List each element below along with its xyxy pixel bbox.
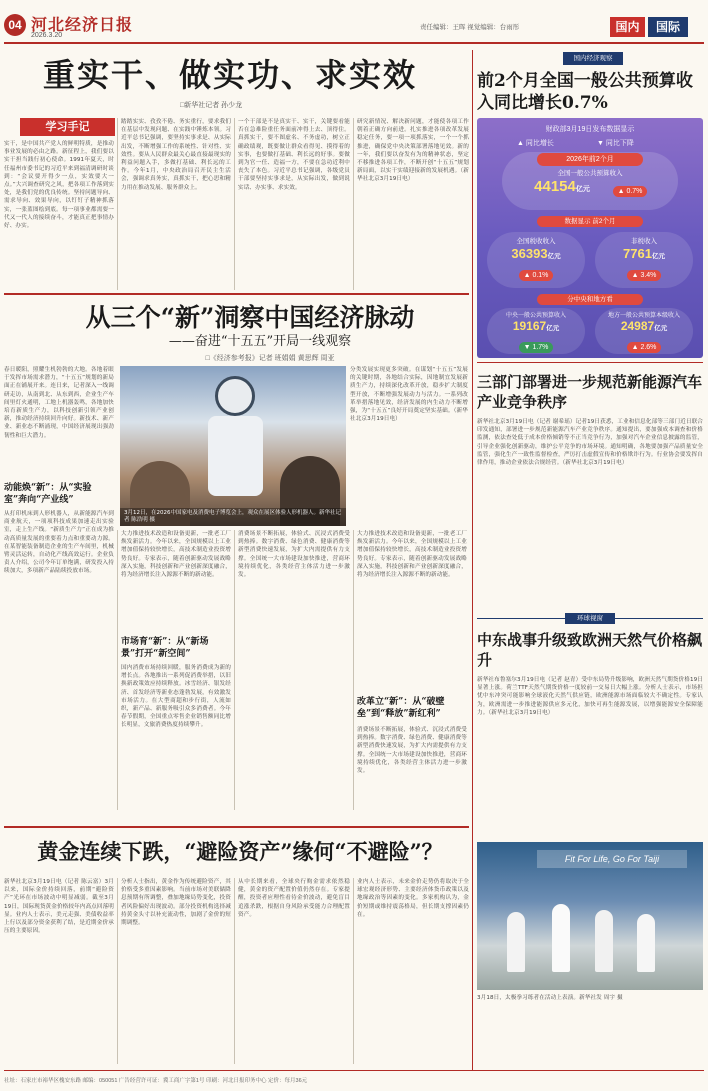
nontax-kpi-label: 非税收入 xyxy=(631,238,657,245)
gold-col-1: 新华社北京3月19日电（记者 陈云富）3月以来，国际金价持续回落，前期“避险资产”光环在市场波动中明显减弱。截至3月19日，国际现货黄金价格较年内高点回落明显。业内人士表示，美元走强、美债收益率上行以及部分资金获利了结，是近期金价承压的主要原因。 xyxy=(4,879,114,935)
feature-subhead: ——奋进“十五五”开局一线观察 xyxy=(168,334,352,349)
nontax-kpi-unit: 亿元 xyxy=(651,253,665,260)
section-heading-1: 动能焕“新”：从“实验室”奔向“产业线” xyxy=(4,483,92,505)
central-kpi-unit: 亿元 xyxy=(546,325,560,332)
local-kpi-label: 地方一般公共预算本级收入 xyxy=(607,313,680,319)
feature-col-6-cont: 大力推进技术改造和设备更新，一批老工厂焕发新活力。今年以来，全国规模以上工业增加值保持较快增长，高技术制造业投资增势良好。专家表示，随着创新驱动发展战略深入实施，科技创新和产业创新深度融合，将为经济增长注入源源不断的新动能。 xyxy=(357,531,467,579)
label-world-window: 环球视窗 xyxy=(565,613,615,624)
page-number: 04 xyxy=(4,14,26,36)
ev-headline: 三部门部署进一步规范新能源汽车产业竞争秩序 xyxy=(477,373,703,411)
central-kpi-change xyxy=(487,336,585,354)
budget-infographic xyxy=(477,118,703,358)
local-kpi-number: 24987 xyxy=(620,319,655,333)
local-kpi-value xyxy=(595,319,693,333)
main-kpi-pill: ▲ 0.7% xyxy=(613,186,648,197)
col-divider xyxy=(353,878,354,1064)
tab-international[interactable]: 国际 xyxy=(648,17,688,37)
section-rule xyxy=(4,293,469,295)
taiji-photo xyxy=(477,842,703,990)
tax-kpi-number: 36393 xyxy=(511,246,548,261)
nontax-kpi-number: 7761 xyxy=(623,246,652,261)
tax-kpi-unit: 亿元 xyxy=(547,253,561,260)
col-divider xyxy=(353,118,354,290)
performer-figure xyxy=(595,910,613,972)
central-kpi-number: 19167 xyxy=(512,319,547,333)
photo-caption: 3月12日，在2026中国家电及消费电子博览会上，观众在展区体验人形机器人。新华社记者 陈浩明 摄 xyxy=(120,508,346,526)
legend-down xyxy=(597,138,634,148)
local-kpi-change xyxy=(595,336,693,354)
nontax-kpi-pill: ▲ 3.4% xyxy=(627,270,662,281)
feature-col-5: 消费场景不断拓展，体验式、沉浸式消费受到热捧。数字消费、绿色消费、健康消费等新型消费快速发展，为扩大内需提供有力支撑。全国统一大市场建设加快推进，营商环境持续优化，各类经营主体活力进一步激发。 xyxy=(238,531,350,579)
feature-col-2: 从打印机床到人形机器人，从新能源汽车到商业航天，一项项科技成果加速走出实验室，走上生产线。“新质生产力”正在成为推动高质量发展的重要着力点和重要动力源。在某智能装备制造企业的生产车间里，机械臂灵活运转，自动化产线高效运行。企业负责人介绍，公司今年订单饱满，研发投入持续加大，多项新产品陆续投放市场。 xyxy=(4,511,114,575)
gold-headline: 黄金连续下跌，“避险资产”缘何“不避险”？ xyxy=(37,839,443,864)
lead-col-3: 一个干部是不是真实干、实干，关键要看能否在急难险重任务面前冲得上去、顶得住。真抓实干，要不图虚名、不务虚功，树立正确政绩观，既要做让群众看得见、摸得着的实事，也要做打基础、利长远的好事。要做到为官一任、造福一方，不要在急功近利中丧失了本色。习近平总书记强调，各级党员干部要坚持实事求是，从实际出发，做到说实话、办实事、求实效。 xyxy=(238,119,350,191)
lead-col-2: 踏踏实实、孜孜不倦、务实重行，要求我们在基层中发现问题、在实践中锤炼本领。习近平总书记强调，要坚持实事求是、从实际出发，不断增强工作的系统性、针对性、实效性。要从人民群众最关心最直接最现实的利益问题入手，多做打基础、利长远的工作。今年1月，中央政治局召开民主生活会，强调求真务实，真抓实干，把心思和精力用在推动发展、服务群众上。 xyxy=(121,119,231,191)
page-divider xyxy=(472,50,473,1070)
ev-body: 新华社北京3月19日电（记者 谢希瑶）记者19日获悉，工业和信息化部等三部门近日联合印发通知，部署进一步规范新能源汽车产业竞争秩序。通知提出，要加强成本调查和价格监测，依法查处低于成本价格倾销等不正当竞争行为，加强对汽车企业信息披露的监管，引导企业强化创新驱动，维护公平竞争的市场环境。通知明确，各地要加强产品质量安全监管，强化生产一致性监督检查，严厉打击虚假宣传和价格欺诈行为。行业协会要发挥自律作用，推动企业依法合规经营。（新华社北京3月19日电） xyxy=(477,419,703,467)
nontax-kpi-value xyxy=(595,246,693,261)
footer-info: 社址：石家庄市裕华区槐安东路 邮编：050051 广告经营许可证：冀工商广字第1号 印刷：河北日报印务中心 定价：每月36元 xyxy=(4,1078,308,1084)
feature-col-6: 分类发展实现更多突破。在谋划“十五五”发展的关键时期，各地结合实际，因地制宜发展新质生产力，持续深化改革开放，稳步扩大制度型开放，不断增强发展动力与活力。一系列改革举措落地见效，经济发展的内生动力不断增强，为“十五五”良好开局奠定坚实基础。（新华社北京3月19日电） xyxy=(350,367,468,423)
footer-rule xyxy=(4,1070,704,1071)
col-divider xyxy=(234,530,235,810)
tab-domestic[interactable]: 国内 xyxy=(610,17,645,37)
col-divider xyxy=(117,878,118,1064)
section-rule xyxy=(4,826,469,828)
kicker-study-notes: 学习手记 xyxy=(20,118,115,136)
section-rule xyxy=(477,362,703,363)
gold-col-3: 从中长期来看，全球央行购金需求依然稳健，黄金的资产配置价值仍然存在。专家提醒，投资者应理性看待金价波动，避免盲目追涨杀跌，根据自身风险承受能力合理配置资产。 xyxy=(238,879,350,918)
eu-body: 新华社布鲁塞尔3月19日电（记者 赵青）受中东局势升级影响，欧洲天然气期货价格19日显著上涨。荷兰TTF天然气期货价格一度较前一交易日大幅上涨。分析人士表示，市场担忧中东冲突可能影响全球液化天然气供应链，欧洲能源市场面临较大不确定性。专家认为，欧洲需进一步推进能源供应多元化，加快可再生能源发展，以增强能源安全保障能力。（新华社北京3月19日电） xyxy=(477,677,703,716)
feature-byline: □《经济参考报》记者 班娟娟 黄思辉 周亚 xyxy=(205,355,335,362)
col-divider xyxy=(117,530,118,810)
issue-date: 2026.3.20 xyxy=(31,32,63,39)
taiji-caption: 3月18日，太极拳习练者在活动上表演。新华社发 周宇 摄 xyxy=(477,995,623,1001)
main-kpi-change xyxy=(605,180,655,198)
infographic-source: 财政部3月19日发布数据显示 xyxy=(545,126,635,133)
main-kpi-period: 2026年前2个月 xyxy=(537,153,643,166)
arrow-up-icon: ▲ xyxy=(517,140,526,147)
central-kpi-value xyxy=(487,319,585,333)
lead-byline: □新华社记者 孙少龙 xyxy=(180,102,243,109)
main-kpi-unit: 亿元 xyxy=(575,186,590,193)
photo-banner: Fit For Life, Go For Taiji xyxy=(537,850,687,868)
gold-col-4: 业内人士表示，未来金价走势仍将取决于全球宏观经济形势、主要经济体货币政策以及地缘政治等因素的变化。多家机构认为，金价短期或维持震荡格局，但长期支撑因素仍在。 xyxy=(357,879,469,918)
main-kpi-pct: 0.7% xyxy=(626,188,643,195)
col-divider xyxy=(353,530,354,810)
robot-head xyxy=(215,376,255,416)
legend-down-label: 同比下降 xyxy=(605,140,634,147)
robot-body xyxy=(208,416,263,496)
local-kpi-pill: ▲ 2.6% xyxy=(627,342,662,353)
period-label: 数据显示 前2个月 xyxy=(537,216,643,227)
central-kpi-pct: 1.7% xyxy=(532,344,549,351)
legend-up-label: 同比增长 xyxy=(525,140,554,147)
legend-up xyxy=(517,138,554,148)
label-domestic-economy: 国内经济观察 xyxy=(563,52,623,65)
feature-photo xyxy=(120,366,346,526)
masthead xyxy=(0,0,708,42)
local-kpi-unit: 亿元 xyxy=(654,325,668,332)
level-label: 分中央和地方看 xyxy=(537,294,643,305)
local-kpi-pct: 2.6% xyxy=(640,344,657,351)
budget-headline: 前2个月全国一般公共预算收入同比增长0.7% xyxy=(477,71,693,113)
col-divider xyxy=(234,118,235,290)
performer-figure xyxy=(552,904,570,972)
nontax-kpi-change xyxy=(595,264,693,282)
masthead-rule xyxy=(4,42,704,44)
nontax-kpi-pct: 3.4% xyxy=(640,272,657,279)
lead-col-4: 研究新情况、解决新问题，才能使各项工作朝着正确方向前进。扎实推进各项改革发展稳定任务，要一项一项抓落实，一个一个抓推进，确保党中央决策部署落地见效。新的一年，我们要以奋发有为的精神状态，坚定不移推进各项工作，不断开创“十五五”规划新局面，以实干实绩迎接新的发展机遇。（新华社北京3月19日电） xyxy=(357,119,469,183)
feature-headline: 从三个“新”洞察中国经济脉动 xyxy=(85,303,415,332)
tax-kpi-label: 全国税收收入 xyxy=(516,238,556,245)
section-heading-2: 市场育“新”：从“新场景”打开“新空间” xyxy=(121,637,209,659)
tax-kpi-pill: ▲ 0.1% xyxy=(519,270,554,281)
tax-kpi-change xyxy=(487,264,585,282)
col-divider xyxy=(234,878,235,1064)
editors-credit: 责任编辑：王晖 视觉编辑：台雨彤 xyxy=(420,24,520,31)
feature-col-6-top xyxy=(350,366,468,526)
main-kpi-value xyxy=(522,178,602,195)
feature-col-6-end: 消费场景不断拓展，体验式、沉浸式消费受到热捧。数字消费、绿色消费、健康消费等新型消费快速发展，为扩大内需提供有力支撑。全国统一大市场建设加快推进，营商环境持续优化，各类经营主体活力进一步激发。 xyxy=(357,727,467,775)
paper-logo: 河北经济日报 xyxy=(31,15,134,34)
tax-kpi-value xyxy=(487,246,585,261)
col-divider xyxy=(117,118,118,290)
main-kpi-number: 44154 xyxy=(534,178,576,195)
feature-col-3: 大力推进技术改造和设备更新，一批老工厂焕发新活力。今年以来，全国规模以上工业增加值保持较快增长，高技术制造业投资增势良好。专家表示，随着创新驱动发展战略深入实施，科技创新和产业创新深度融合，将为经济增长注入源源不断的新动能。 xyxy=(121,531,231,579)
performer-figure xyxy=(637,914,655,972)
feature-col-4: 国内消费市场持续回暖，服务消费成为新的增长点。各地推出一系列促消费举措，以旧换新政策效应持续释放。冰雪经济、银发经济、首发经济等新业态蓬勃发展，有效激发市场活力。在大型商超和步行街，人流如织，新产品、新服务吸引众多消费者。今年春节假期，全国重点零售企业销售额同比增长明显，文旅消费热度持续攀升。 xyxy=(121,665,231,729)
tax-kpi-pct: 0.1% xyxy=(532,272,549,279)
performer-figure xyxy=(507,912,525,972)
eu-headline: 中东战事升级致欧洲天然气价格飙升 xyxy=(477,631,703,669)
central-kpi-label: 中央一般公共预算收入 xyxy=(505,313,566,319)
feature-col-1: 春日暖阳，照耀生机勃勃的大地。各地着眼于发挥市场需求潜力，“十五五”规划的新局面正在铺展开来。连日来，记者深入一线调研走访，从南到北、从东到西，企业生产车间里灯火通明，工地上机器轰鸣，各地加快培育新质生产力，以科技创新引领产业创新，推动经济持续回升向好。新技术、新产业、新业态不断涌现，中国经济展现出强劲韧性和巨大潜力。 xyxy=(4,367,114,439)
section-heading-3: 改革立“新”：从“破壁垒”到“释放”新红利” xyxy=(357,697,445,719)
central-kpi-pill: ▼ 1.7% xyxy=(519,342,554,353)
main-kpi-label: 全国一般公共预算收入 xyxy=(557,170,623,177)
gold-col-2: 分析人士指出，黄金作为传统避险资产，其价格受多重因素影响。当前市场对美联储降息预期有所调整，叠加地缘局势变化，投资者风险偏好出现波动。部分投资机构选择减持黄金头寸以补充流动性，加剧了金价的短期调整。 xyxy=(121,879,231,927)
arrow-down-icon: ▼ xyxy=(597,140,606,147)
lead-headline: 重实干、做实功、求实效 xyxy=(42,56,417,94)
lead-col-1: 实干，是中国共产党人的鲜明特质，是推动事业发展的必由之路。新征程上，我们要以实干担当践行初心使命。1991年夏天，时任福州市委书记的习近平来到福清调研时谈到：“会议要开得少一点，实效要大一点。”大兴调查研究之风，把各项工作落到实处，是我们党的优良传统。坚持问题导向、需求导向、效果导向，以钉钉子精神抓落实，一张蓝图绘到底。每一项事业都需要一代又一代人的接续奋斗，才能真正把事情办好、办实。 xyxy=(4,141,114,230)
